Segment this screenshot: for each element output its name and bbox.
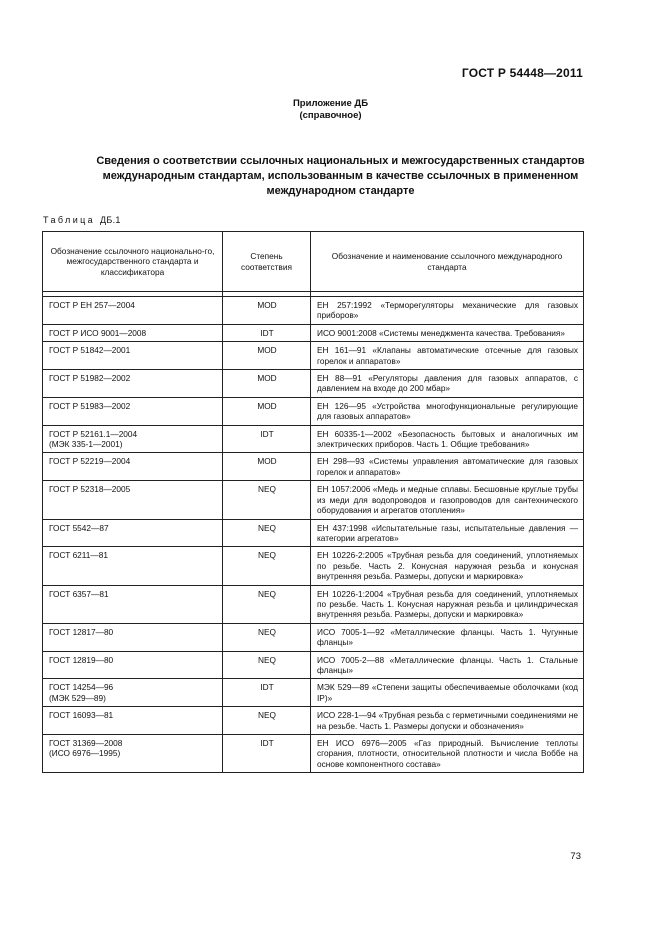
cell-national-standard: ГОСТ 6357—81 bbox=[43, 585, 223, 623]
table-row bbox=[43, 481, 584, 519]
cell-international-standard: ЕН 126—95 «Устройства многофункциональные регулирующие для газовых аппаратов» bbox=[311, 397, 584, 425]
cell-degree: MOD bbox=[223, 453, 311, 481]
cell-national-standard: ГОСТ Р 52318—2005 bbox=[43, 481, 223, 519]
cell-degree: NEQ bbox=[223, 519, 311, 547]
section-title-line-1: Сведения о соответствии ссылочных национальных и межгосударственных стандартов bbox=[96, 155, 585, 167]
cell-national-standard: ГОСТ Р 51842—2001 bbox=[43, 342, 223, 370]
cell-international-standard: МЭК 529—89 «Степени защиты обеспечиваемые оболочками (код IP)» bbox=[311, 679, 584, 707]
cell-national-standard: ГОСТ 5542—87 bbox=[43, 519, 223, 547]
cell-national-standard: ГОСТ 16093—81 bbox=[43, 707, 223, 735]
cell-national-standard: ГОСТ Р ИСО 9001—2008 bbox=[43, 324, 223, 341]
section-title-line-2: международным стандартам, использованным в качестве ссылочных в примененном bbox=[102, 170, 579, 182]
cell-national-standard: ГОСТ Р 51982—2002 bbox=[43, 370, 223, 398]
cell-degree: NEQ bbox=[223, 623, 311, 651]
cell-international-standard: ЕН 437:1998 «Испытательные газы, испытательные давления — категории агрегатов» bbox=[311, 519, 584, 547]
cell-national-standard: ГОСТ Р 52161.1—2004 (МЭК 335-1—2001) bbox=[43, 425, 223, 453]
cell-international-standard: ИСО 7005-1—92 «Металлические фланцы. Часть 1. Чугунные фланцы» bbox=[311, 623, 584, 651]
cell-degree: NEQ bbox=[223, 707, 311, 735]
cell-international-standard: ЕН 1057:2006 «Медь и медные сплавы. Бесшовные круглые трубы из меди для водопроводов и газопроводов для сантехнического оборудования и агрегатов отопления» bbox=[311, 481, 584, 519]
cell-degree: MOD bbox=[223, 397, 311, 425]
header-international-standard: Обозначение и наименование ссылочного международного стандарта bbox=[311, 232, 584, 292]
table-caption-number: ДБ.1 bbox=[100, 215, 121, 225]
document-id: ГОСТ Р 54448—2011 bbox=[461, 66, 583, 80]
cell-national-standard: ГОСТ Р ЕН 257—2004 bbox=[43, 297, 223, 325]
table-caption bbox=[43, 215, 121, 225]
cell-degree: MOD bbox=[223, 342, 311, 370]
cell-international-standard: ЕН 60335-1—2002 «Безопасность бытовых и аналогичных им электрических приборов. Часть 1. Общие требования» bbox=[311, 425, 584, 453]
cell-degree: NEQ bbox=[223, 481, 311, 519]
table-row bbox=[43, 297, 584, 325]
cell-degree: IDT bbox=[223, 324, 311, 341]
cell-international-standard: ЕН 161—91 «Клапаны автоматические отсечные для газовых горелок и аппаратов» bbox=[311, 342, 584, 370]
cell-international-standard: ЕН 257:1992 «Терморегуляторы механические для газовых приборов» bbox=[311, 297, 584, 325]
cell-degree: IDT bbox=[223, 679, 311, 707]
cell-international-standard: ИСО 7005-2—88 «Металлические фланцы. Часть 1. Стальные фланцы» bbox=[311, 651, 584, 679]
table-row bbox=[43, 324, 584, 341]
cell-international-standard: ЕН 88—91 «Регуляторы давления для газовых аппаратов, с давлением на входе до 200 мбар» bbox=[311, 370, 584, 398]
table-row bbox=[43, 651, 584, 679]
cell-degree: MOD bbox=[223, 297, 311, 325]
cell-international-standard: ЕН 10226-1:2004 «Трубная резьба для соединений, уплотняемых по резьбе. Часть 1. Конусная наружная резьба и цилиндрическая внутренняя резьба. Размеры, допуски и маркировка» bbox=[311, 585, 584, 623]
table-row bbox=[43, 519, 584, 547]
appendix-subtitle: (справочное) bbox=[299, 110, 362, 121]
cell-national-standard: ГОСТ 12819—80 bbox=[43, 651, 223, 679]
table-caption-label: Таблица bbox=[43, 215, 96, 225]
header-national-standard: Обозначение ссылочного национально-го, межгосударственного стандарта и классификатора bbox=[43, 232, 223, 292]
cell-national-standard: ГОСТ Р 52219—2004 bbox=[43, 453, 223, 481]
standards-table bbox=[42, 231, 584, 773]
table-row bbox=[43, 370, 584, 398]
page-number: 73 bbox=[570, 851, 581, 862]
header-degree: Степень соответствия bbox=[223, 232, 311, 292]
table-row bbox=[43, 425, 584, 453]
table-header-row bbox=[43, 232, 584, 292]
cell-international-standard: ЕН 10226-2:2005 «Трубная резьба для соединений, уплотняемых по резьбе. Часть 2. Конусная наружная резьба и конусная внутренняя резьба. Размеры, допуски и маркировка» bbox=[311, 547, 584, 585]
table-row bbox=[43, 585, 584, 623]
table-row bbox=[43, 735, 584, 773]
table-row bbox=[43, 342, 584, 370]
table-row bbox=[43, 397, 584, 425]
appendix-title: Приложение ДБ bbox=[292, 98, 369, 109]
cell-national-standard: ГОСТ 12817—80 bbox=[43, 623, 223, 651]
cell-degree: IDT bbox=[223, 425, 311, 453]
cell-national-standard: ГОСТ Р 51983—2002 bbox=[43, 397, 223, 425]
table-row bbox=[43, 623, 584, 651]
table-row bbox=[43, 679, 584, 707]
cell-national-standard: ГОСТ 31369—2008 (ИСО 6976—1995) bbox=[43, 735, 223, 773]
cell-international-standard: ЕН 298—93 «Системы управления автоматические для газовых горелок и аппаратов» bbox=[311, 453, 584, 481]
cell-degree: NEQ bbox=[223, 585, 311, 623]
cell-degree: IDT bbox=[223, 735, 311, 773]
section-title-line-3: международном стандарте bbox=[266, 185, 415, 197]
cell-degree: NEQ bbox=[223, 651, 311, 679]
cell-degree: NEQ bbox=[223, 547, 311, 585]
table-row bbox=[43, 547, 584, 585]
table-row bbox=[43, 707, 584, 735]
cell-international-standard: ЕН ИСО 6976—2005 «Газ природный. Вычисление теплоты сгорания, плотности, относительной плотности и числа Воббе на основе компонентного состава» bbox=[311, 735, 584, 773]
table-body bbox=[43, 292, 584, 773]
cell-international-standard: ИСО 9001:2008 «Системы менеджмента качества. Требования» bbox=[311, 324, 584, 341]
cell-national-standard: ГОСТ 14254—96 (МЭК 529—89) bbox=[43, 679, 223, 707]
cell-international-standard: ИСО 228-1—94 «Трубная резьба с герметичными соединениями не на резьбе. Часть 1. Размеры допуски и обозначения» bbox=[311, 707, 584, 735]
cell-degree: MOD bbox=[223, 370, 311, 398]
section-title bbox=[60, 154, 621, 199]
cell-national-standard: ГОСТ 6211—81 bbox=[43, 547, 223, 585]
table-row bbox=[43, 453, 584, 481]
